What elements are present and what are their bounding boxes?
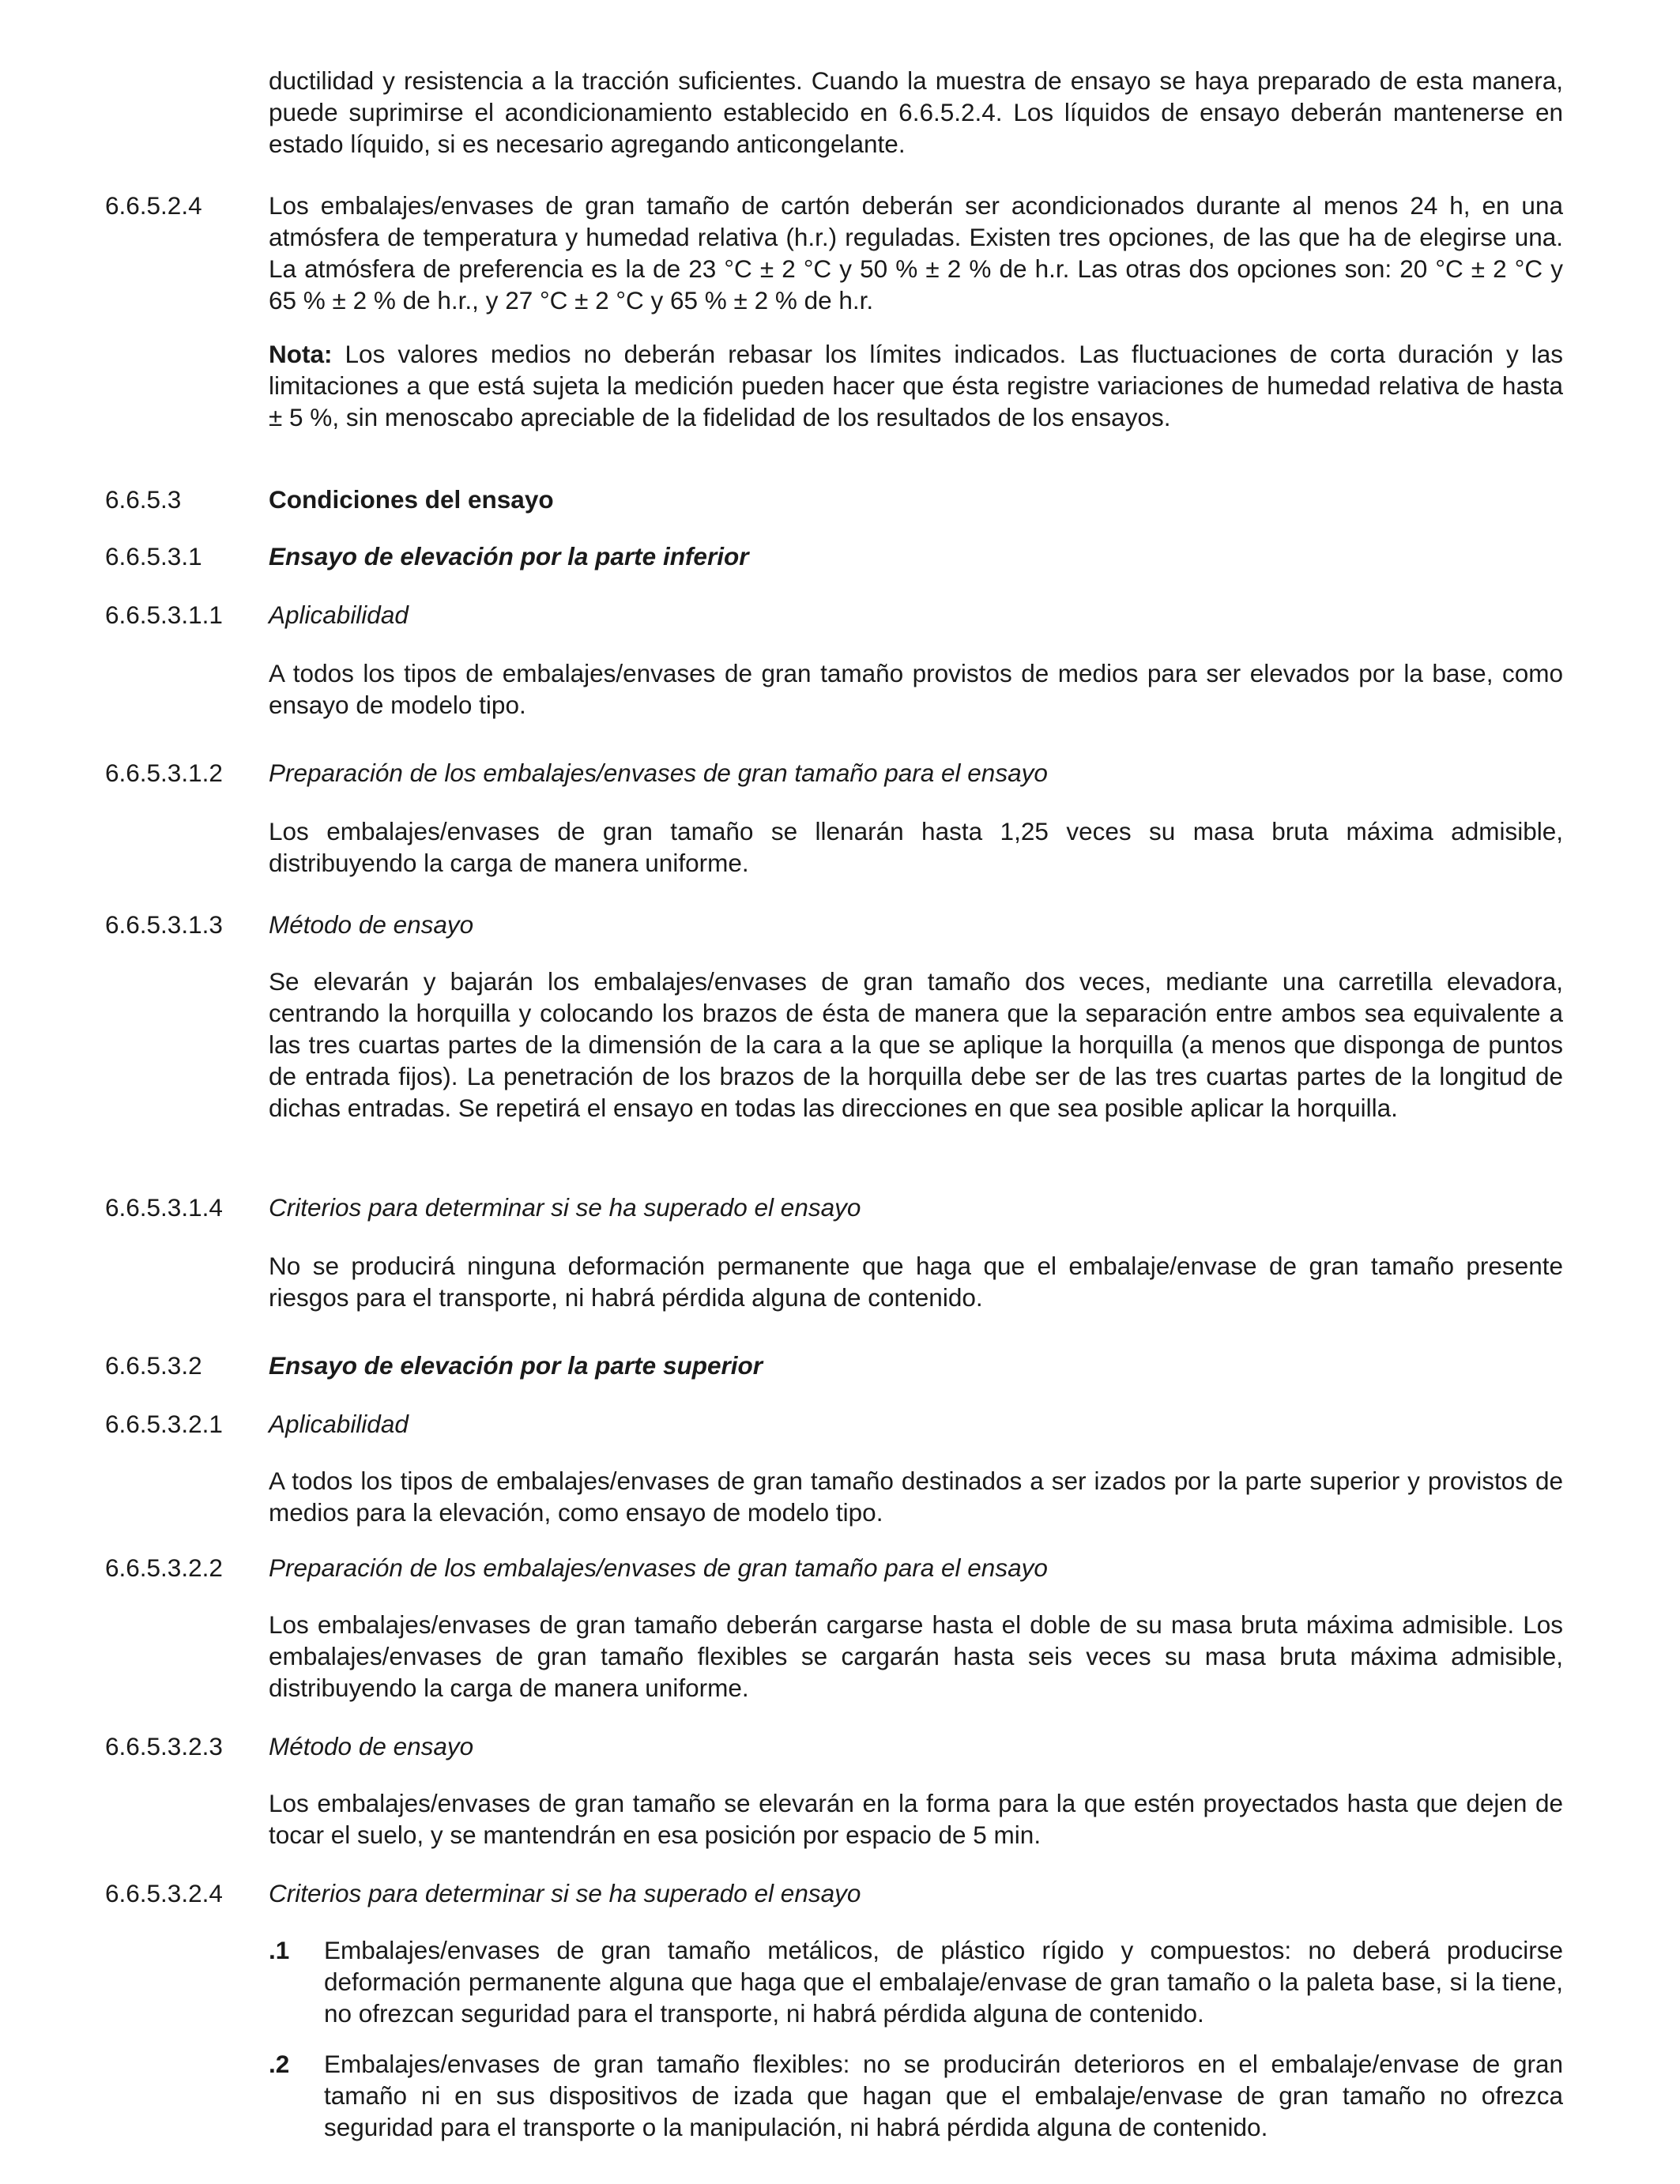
section-number: 6.6.5.2.4 [105,191,202,220]
list-item-marker: .1 [269,1936,290,1964]
section-heading: Criterios para determinar si se ha superado el ensayo [269,1879,861,1907]
section-number: 6.6.5.3.1.4 [105,1193,223,1222]
section-heading: Método de ensayo [269,1732,474,1760]
section-heading: Preparación de los embalajes/envases de gran tamaño para el ensayo [269,1553,1048,1582]
section-paragraph: Los embalajes/envases de gran tamaño de cartón deberán ser acondicionados durante al menos 24 h, en una atmósfera de temperatura y humedad relativa (h.r.) reguladas. Existen tres opciones, de las que ha de elegirse una. La atmósfera de preferencia es la de 23 °C ± 2 °C y 50 % ± 2 % de h.r. Las otras dos opciones son: 20 °C ± 2 °C y 65 % ± 2 % de h.r., y 27 °C ± 2 °C y 65 % ± 2 % de h.r. [269,191,1563,314]
section-number: 6.6.5.3.2.2 [105,1553,223,1582]
section-heading: Aplicabilidad [269,1410,409,1438]
note-text: Los valores medios no deberán rebasar los límites indicados. Las fluctuaciones de corta duración y las limitaciones a que está sujeta la medición pueden hacer que ésta registre variaciones de humedad relativa de hasta ± 5 %, sin menoscabo apreciable de la fidelidad de los resultados de los ensayos. [269,340,1563,431]
section-paragraph: A todos los tipos de embalajes/envases de gran tamaño provistos de medios para ser elevados por la base, como ensayo de modelo tipo. [269,659,1563,719]
section-number: 6.6.5.3.1.2 [105,759,223,787]
section-number: 6.6.5.3.1 [105,542,202,570]
section-paragraph: Los embalajes/envases de gran tamaño se llenarán hasta 1,25 veces su masa bruta máxima admisible, distribuyendo la carga de manera uniforme. [269,817,1563,877]
section-number: 6.6.5.3.2.3 [105,1732,223,1760]
section-heading: Ensayo de elevación por la parte superior [269,1351,763,1380]
section-paragraph: A todos los tipos de embalajes/envases de gran tamaño destinados a ser izados por la parte superior y provistos de medios para la elevación, como ensayo de modelo tipo. [269,1467,1563,1527]
section-heading: Preparación de los embalajes/envases de gran tamaño para el ensayo [269,759,1048,787]
section-number: 6.6.5.3.2.1 [105,1410,223,1438]
section-heading: Condiciones del ensayo [269,485,554,514]
section-paragraph: Se elevarán y bajarán los embalajes/envases de gran tamaño dos veces, mediante una carretilla elevadora, centrando la horquilla y colocando los brazos de ésta de manera que la separación entre ambos sea equivalente a las tres cuartas partes de la dimensión de la cara a la que se aplique la horquilla (a menos que disponga de puntos de entrada fijos). La penetración de los brazos de la horquilla debe ser de las tres cuartas partes de la longitud de dichas entradas. Se repetirá el ensayo en todas las direcciones en que sea posible aplicar la horquilla. [269,967,1563,1122]
section-paragraph: No se producirá ninguna deformación permanente que haga que el embalaje/envase de gran tamaño presente riesgos para el transporte, ni habrá pérdida alguna de contenido. [269,1252,1563,1312]
list-item: Embalajes/envases de gran tamaño metálicos, de plástico rígido y compuestos: no deberá producirse deformación permanente alguna que haga que el embalaje/envase de gran tamaño o la paleta base, si la tiene, no ofrezcan seguridad para el transporte, ni habrá pérdida alguna de contenido. [324,1936,1563,2028]
section-number: 6.6.5.3.1.1 [105,601,223,629]
section-paragraph: Los embalajes/envases de gran tamaño deberán cargarse hasta el doble de su masa bruta máxima admisible. Los embalajes/envases de gran tamaño flexibles se cargarán hasta seis veces su masa bruta máxima admisible, distribuyendo la carga de manera uniforme. [269,1610,1563,1702]
list-item: Embalajes/envases de gran tamaño flexibles: no se producirán deterioros en el embalaje/envase de gran tamaño ni en sus dispositivos de izada que hagan que el embalaje/envase de gran tamaño no ofrezca seguridad para el transporte o la manipulación, ni habrá pérdida alguna de contenido. [324,2050,1563,2141]
section-number: 6.6.5.3.1.3 [105,910,223,939]
section-heading: Método de ensayo [269,910,474,939]
section-paragraph: Los embalajes/envases de gran tamaño se elevarán en la forma para la que estén proyectados hasta que dejen de tocar el suelo, y se mantendrán en esa posición por espacio de 5 min. [269,1789,1563,1849]
paragraph-continuation: ductilidad y resistencia a la tracción suficientes. Cuando la muestra de ensayo se haya preparado de esta manera, puede suprimirse el acondicionamiento establecido en 6.6.5.2.4. Los líquidos de ensayo deberán mantenerse en estado líquido, si es necesario agregando anticongelante. [269,66,1563,158]
section-number: 6.6.5.3.2.4 [105,1879,223,1907]
list-item-marker: .2 [269,2050,290,2078]
section-number: 6.6.5.3 [105,485,182,514]
section-number: 6.6.5.3.2 [105,1351,202,1380]
section-heading: Aplicabilidad [269,601,409,629]
section-heading: Ensayo de elevación por la parte inferior [269,542,749,570]
section-heading: Criterios para determinar si se ha superado el ensayo [269,1193,861,1222]
note-label: Nota: [269,340,333,368]
note-paragraph [269,338,1563,433]
